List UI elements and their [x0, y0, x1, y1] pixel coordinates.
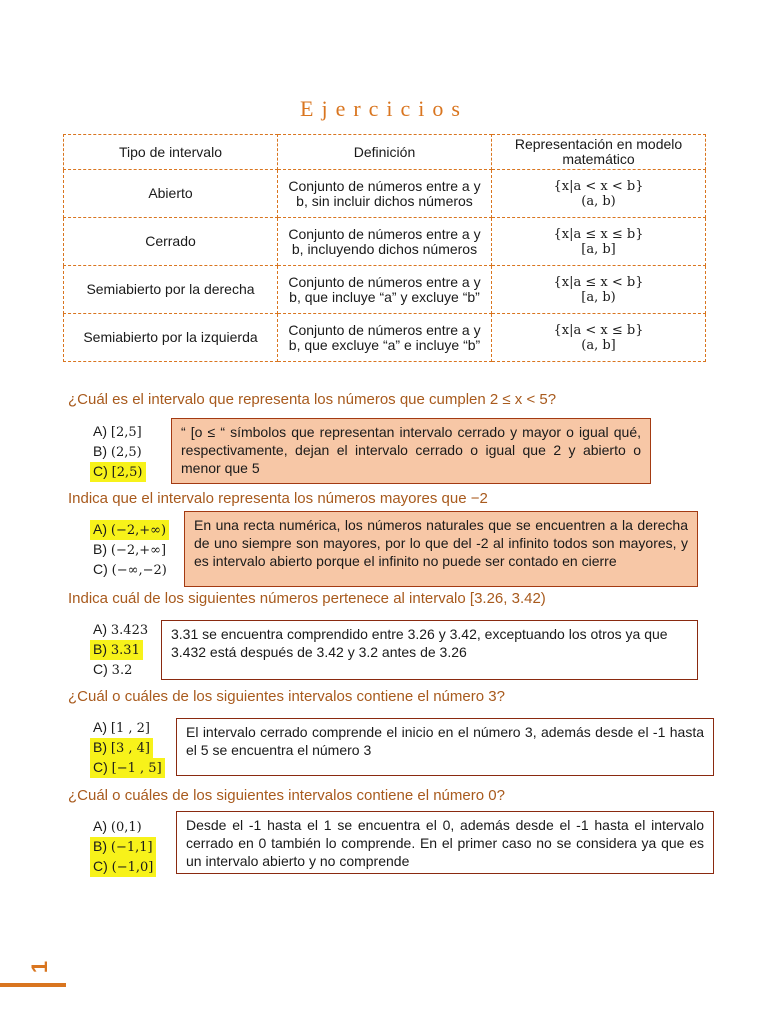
page-title: Ejercicios	[300, 96, 468, 121]
option-b-answer	[90, 837, 156, 857]
option-letter: B)	[93, 739, 107, 755]
set-notation: {x|a ≤ x < b}	[553, 274, 644, 290]
row-representacion	[492, 218, 706, 266]
question-1: ¿Cuál es el intervalo que representa los números que cumplen 2 ≤ x < 5?	[68, 391, 557, 408]
option-a-answer	[90, 520, 169, 540]
option-letter: B)	[93, 838, 107, 854]
option-letter: C)	[93, 463, 108, 479]
option-value: (−2,+∞]	[110, 543, 167, 558]
interval-notation: [a, b]	[581, 241, 616, 257]
question-5-options	[90, 817, 156, 877]
option-letter: C)	[93, 858, 108, 874]
row-representacion	[492, 314, 706, 362]
answer-box-3: 3.31 se encuentra comprendido entre 3.26 y 3.42, exceptuando los otros ya que 3.432 está después de 3.42 y 3.2 antes de 3.26	[161, 620, 698, 680]
table-header-row	[64, 135, 706, 170]
row-tipo: Cerrado	[64, 218, 278, 266]
table-row	[64, 218, 706, 266]
option-value: [2,5)	[111, 465, 143, 480]
set-notation: {x|a < x < b}	[553, 178, 644, 194]
header-tipo: Tipo de intervalo	[64, 135, 278, 170]
header-representacion: Representación en modelo matemático	[492, 135, 706, 170]
intervals-table	[63, 134, 706, 362]
row-definicion: Conjunto de números entre a y b, sin incluir dichos números	[278, 170, 492, 218]
answer-box-4: El intervalo cerrado comprende el inicio en el número 3, además desde el -1 hasta el 5 se encuentra el número 3	[176, 718, 714, 776]
table-row	[64, 314, 706, 362]
row-representacion	[492, 266, 706, 314]
answer-box-5: Desde el -1 hasta el 1 se encuentra el 0, además desde el -1 hasta el intervalo cerrado en 0 también lo comprende. En el primer caso no se considera ya que es un intervalo abierto y no comprende	[176, 811, 714, 874]
option-value: 3.31	[110, 643, 140, 658]
option-c	[90, 560, 170, 580]
option-letter: A)	[93, 818, 107, 834]
interval-notation: (a, b)	[581, 193, 616, 209]
option-letter: A)	[93, 719, 107, 735]
answer-box-2: En una recta numérica, los números naturales que se encuentren a la derecha de uno siempre son mayores, por lo que del -2 al infinito todos son mayores, y es intervalo abierto porque el infinito no puede ser contado en cierre	[184, 511, 698, 587]
option-c-answer	[90, 857, 156, 877]
question-2-options	[90, 520, 170, 580]
option-value: [−1 , 5]	[111, 761, 162, 776]
option-letter: A)	[93, 621, 107, 637]
option-letter: B)	[93, 443, 107, 459]
option-b	[90, 442, 145, 462]
row-definicion: Conjunto de números entre a y b, que incluye “a” y excluye “b”	[278, 266, 492, 314]
question-5: ¿Cuál o cuáles de los siguientes intervalos contiene el número 0?	[68, 787, 505, 804]
option-c	[90, 660, 135, 680]
option-letter: A)	[93, 521, 107, 537]
option-letter: B)	[93, 541, 107, 557]
option-a	[90, 620, 151, 640]
option-letter: C)	[93, 561, 108, 577]
answer-box-1: “ [o ≤ “ símbolos que representan intervalo cerrado y mayor o igual qué, respectivamente, dejan el intervalo cerrado o igual que 2 y abierto o menor que 5	[171, 418, 651, 484]
option-value: (−1,1]	[110, 840, 153, 855]
option-value: (−2,+∞)	[110, 523, 167, 538]
option-value: [3 , 4]	[110, 741, 150, 756]
option-c-answer	[90, 462, 146, 482]
option-b-answer	[90, 738, 153, 758]
option-a	[90, 422, 145, 442]
page-number-bar	[0, 983, 66, 987]
table-row	[64, 266, 706, 314]
option-letter: B)	[93, 641, 107, 657]
option-letter: C)	[93, 759, 108, 775]
option-value: [1 , 2]	[110, 721, 150, 736]
option-letter: C)	[93, 661, 108, 677]
option-value: (−∞,−2)	[111, 563, 167, 578]
interval-notation: [a, b)	[581, 289, 616, 305]
set-notation: {x|a ≤ x ≤ b}	[553, 226, 644, 242]
option-b	[90, 540, 169, 560]
row-tipo: Abierto	[64, 170, 278, 218]
option-a	[90, 718, 153, 738]
row-definicion: Conjunto de números entre a y b, incluyendo dichos números	[278, 218, 492, 266]
question-4-options	[90, 718, 165, 778]
option-value: (2,5)	[110, 445, 142, 460]
row-tipo: Semiabierto por la izquierda	[64, 314, 278, 362]
option-value: [2,5]	[110, 425, 142, 440]
question-4: ¿Cuál o cuáles de los siguientes intervalos contiene el número 3?	[68, 688, 505, 705]
page-number: 1	[27, 960, 53, 974]
option-a	[90, 817, 145, 837]
table-row	[64, 170, 706, 218]
option-value: 3.423	[110, 623, 149, 638]
row-definicion: Conjunto de números entre a y b, que excluye “a” e incluye “b”	[278, 314, 492, 362]
option-value: 3.2	[111, 663, 133, 678]
option-value: (0,1)	[110, 820, 142, 835]
interval-notation: (a, b]	[581, 337, 616, 353]
row-representacion	[492, 170, 706, 218]
option-c-answer	[90, 758, 165, 778]
header-definicion: Definición	[278, 135, 492, 170]
option-b-answer	[90, 640, 143, 660]
option-letter: A)	[93, 423, 107, 439]
option-value: (−1,0]	[111, 860, 154, 875]
question-3: Indica cuál de los siguientes números pertenece al intervalo [3.26, 3.42)	[68, 590, 546, 607]
question-1-options	[90, 422, 146, 482]
question-3-options	[90, 620, 151, 680]
set-notation: {x|a < x ≤ b}	[553, 322, 644, 338]
question-2: Indica que el intervalo representa los números mayores que −2	[68, 490, 488, 507]
row-tipo: Semiabierto por la derecha	[64, 266, 278, 314]
